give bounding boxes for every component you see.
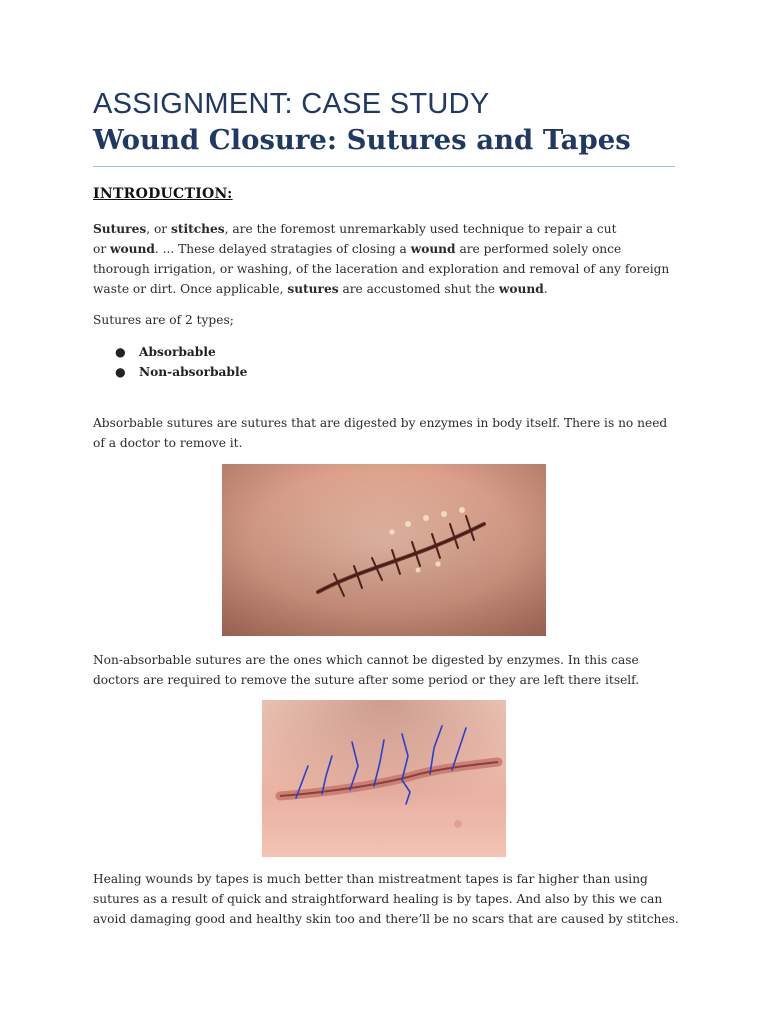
types-intro: Sutures are of 2 types;: [93, 313, 234, 327]
intro-term-wound-3: wound: [498, 282, 544, 296]
intro-term-sutures-2: sutures: [287, 282, 339, 296]
document-title: Wound Closure: Sutures and Tapes: [93, 124, 631, 156]
title-divider: [93, 166, 675, 167]
bullet-icon: ●: [115, 365, 126, 379]
nonabsorbable-sutures-photo: [262, 700, 506, 857]
suture-types-list: [93, 342, 247, 382]
assignment-title: ASSIGNMENT: CASE STUDY: [93, 88, 490, 120]
intro-term-wound: wound: [110, 242, 155, 256]
nonabsorbable-paragraph: Non-absorbable sutures are the ones which cannot be digested by enzymes. In this case doctors are required to remove the suture after some period or they are left there itself.: [93, 653, 640, 687]
intro-term-sutures: Sutures: [93, 222, 147, 236]
absorbable-sutures-photo: [222, 464, 546, 636]
introduction-heading: INTRODUCTION:: [93, 186, 233, 202]
list-item: ● Absorbable: [93, 342, 247, 362]
bullet-icon: ●: [115, 345, 126, 359]
intro-term-wound-2: wound: [410, 242, 456, 256]
list-item: ● Non-absorbable: [93, 362, 247, 382]
intro-paragraph: Sutures, or stitches, are the foremost unremarkably used technique to repair a cut or wound. ... These delayed stratagies of closing a wound are performed solely once thorough irrigation, or washing, of the laceration and exploration and removal of any foreign waste or dirt. Once applicable, sutures are accustomed shut the wound.: [93, 222, 670, 296]
tapes-paragraph: Healing wounds by tapes is much better than mistreatment tapes is far higher than using sutures as a result of quick and straightforward healing is by tapes. And also by this we can avoid damaging good and healthy skin too and there’ll be no scars that are caused by stitches.: [93, 872, 679, 926]
intro-term-stitches: stitches: [171, 222, 225, 236]
absorbable-paragraph: Absorbable sutures are sutures that are digested by enzymes in body itself. There is no need of a doctor to remove it.: [93, 416, 668, 450]
